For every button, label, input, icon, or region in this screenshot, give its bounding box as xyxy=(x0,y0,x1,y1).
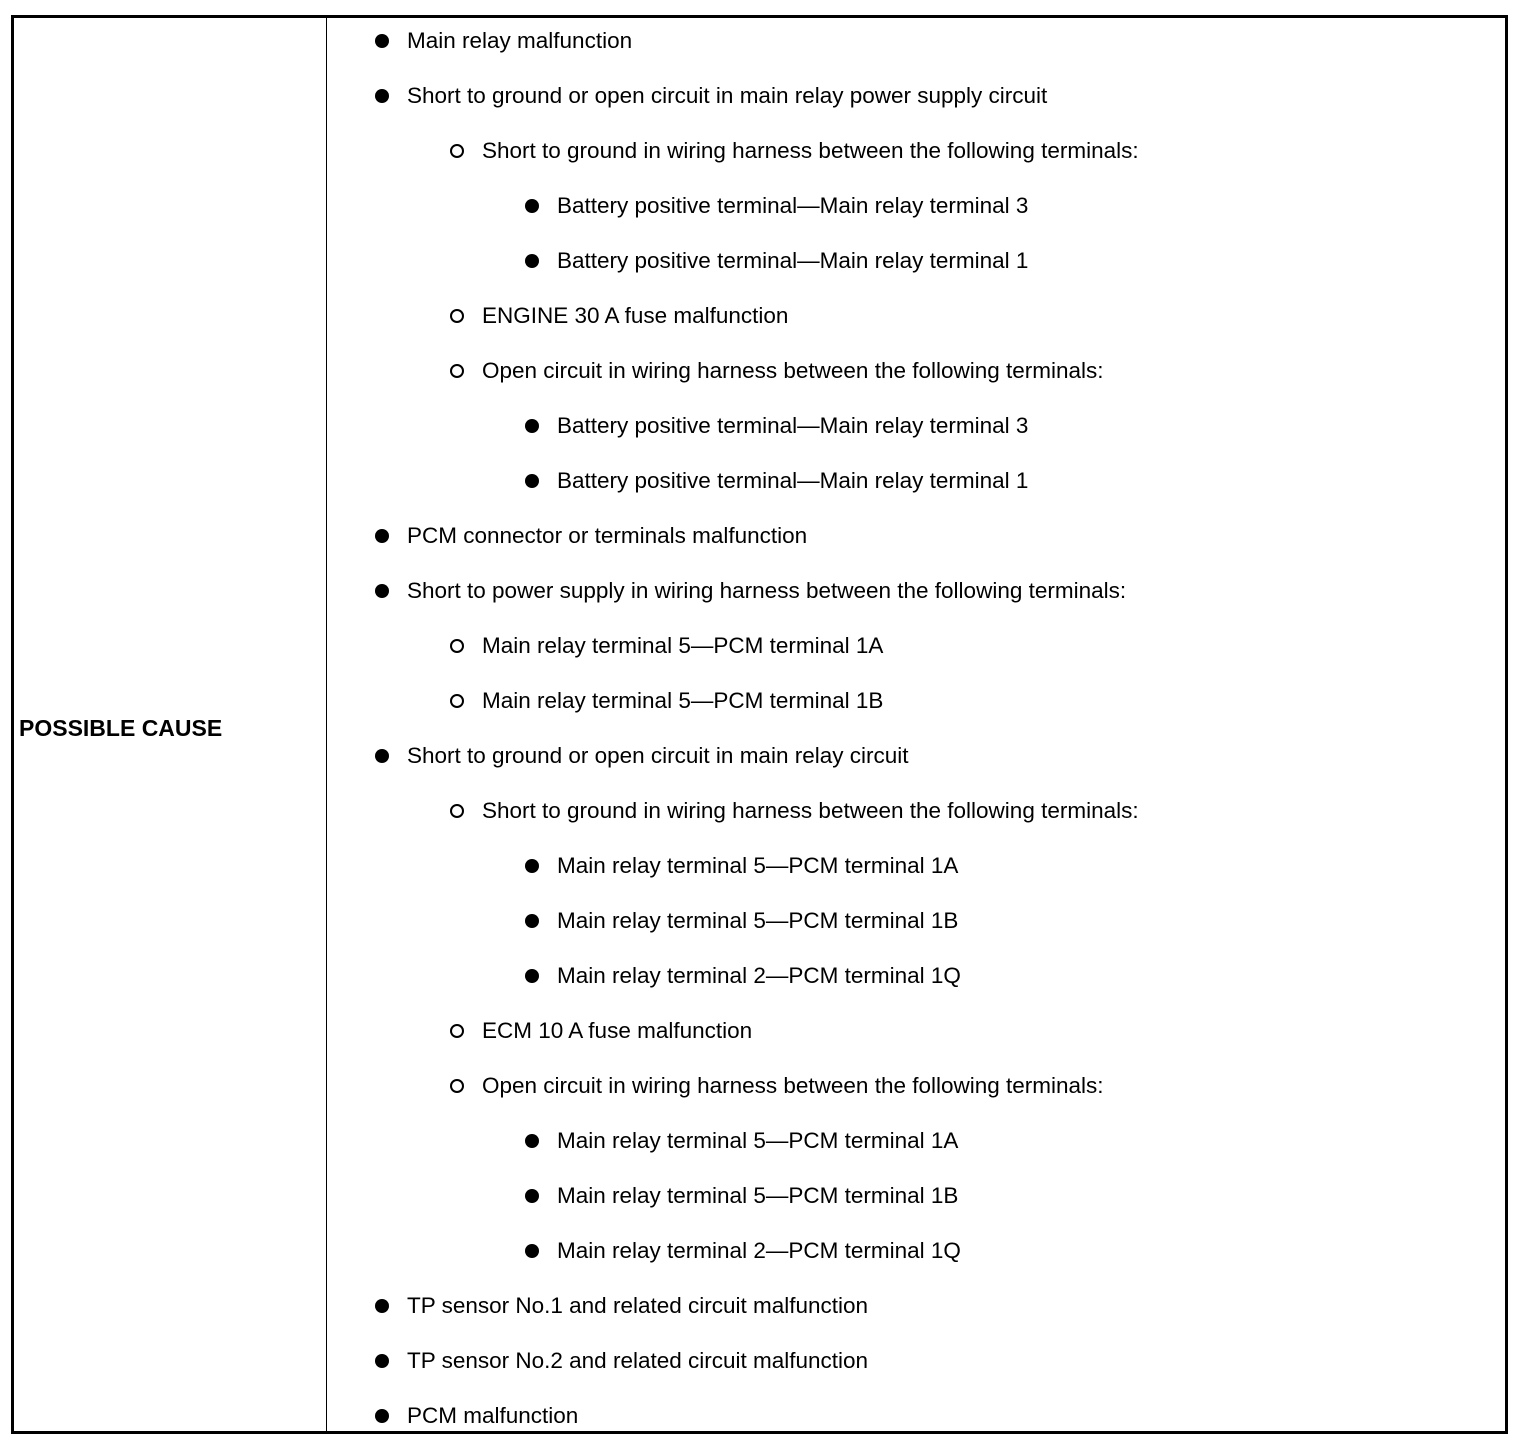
hollow-bullet-icon xyxy=(450,364,464,378)
filled-bullet-icon xyxy=(525,199,539,213)
filled-bullet-icon xyxy=(375,749,389,763)
filled-bullet-icon xyxy=(375,89,389,103)
cause-item-text: Short to ground or open circuit in main relay circuit xyxy=(407,743,909,768)
filled-bullet-icon xyxy=(525,254,539,268)
filled-bullet-icon xyxy=(525,419,539,433)
filled-bullet-icon xyxy=(375,584,389,598)
cause-item-text: Short to power supply in wiring harness between the following terminals: xyxy=(407,578,1127,603)
cause-item-text: Main relay terminal 5—PCM terminal 1B xyxy=(557,1183,959,1208)
filled-bullet-icon xyxy=(525,859,539,873)
filled-bullet-icon xyxy=(375,1354,389,1368)
cause-item-text: Main relay terminal 5—PCM terminal 1A xyxy=(557,1128,959,1153)
cause-item-text: ENGINE 30 A fuse malfunction xyxy=(482,303,789,328)
filled-bullet-icon xyxy=(525,1189,539,1203)
cause-item-text: PCM connector or terminals malfunction xyxy=(407,523,808,548)
label-cell xyxy=(14,18,327,1431)
cause-item-text: Main relay terminal 5—PCM terminal 1A xyxy=(557,853,959,878)
cause-item-text: Main relay terminal 5—PCM terminal 1A xyxy=(482,633,884,658)
cause-item-text: Battery positive terminal—Main relay terminal 3 xyxy=(557,413,1029,438)
cause-item-text: Main relay terminal 5—PCM terminal 1B xyxy=(482,688,884,713)
cause-list xyxy=(328,18,1505,1431)
cause-item-text: Open circuit in wiring harness between the following terminals: xyxy=(482,1073,1104,1098)
cause-item-text: TP sensor No.1 and related circuit malfunction xyxy=(407,1293,869,1318)
cause-item-text: Battery positive terminal—Main relay terminal 3 xyxy=(557,193,1029,218)
hollow-bullet-icon xyxy=(450,309,464,323)
filled-bullet-icon xyxy=(525,474,539,488)
cause-item-text: Battery positive terminal—Main relay terminal 1 xyxy=(557,468,1029,493)
cause-item-text: Main relay terminal 2—PCM terminal 1Q xyxy=(557,1238,961,1263)
hollow-bullet-icon xyxy=(450,144,464,158)
cause-item-text: Battery positive terminal—Main relay terminal 1 xyxy=(557,248,1029,273)
cause-item-text: ECM 10 A fuse malfunction xyxy=(482,1018,753,1043)
filled-bullet-icon xyxy=(375,529,389,543)
filled-bullet-icon xyxy=(375,1409,389,1423)
cause-item-text: Short to ground in wiring harness between the following terminals: xyxy=(482,138,1139,163)
possible-cause-table xyxy=(11,15,1508,1434)
possible-cause-label: POSSIBLE CAUSE xyxy=(19,715,223,741)
hollow-bullet-icon xyxy=(450,1079,464,1093)
filled-bullet-icon xyxy=(525,969,539,983)
filled-bullet-icon xyxy=(375,1299,389,1313)
cause-item-text: Short to ground in wiring harness between the following terminals: xyxy=(482,798,1139,823)
hollow-bullet-icon xyxy=(450,804,464,818)
filled-bullet-icon xyxy=(525,1244,539,1258)
hollow-bullet-icon xyxy=(450,1024,464,1038)
filled-bullet-icon xyxy=(525,1134,539,1148)
hollow-bullet-icon xyxy=(450,639,464,653)
cause-item-text: PCM malfunction xyxy=(407,1403,579,1428)
cause-item-text: Main relay terminal 5—PCM terminal 1B xyxy=(557,908,959,933)
cause-item-text: Main relay malfunction xyxy=(407,28,633,53)
filled-bullet-icon xyxy=(375,34,389,48)
filled-bullet-icon xyxy=(525,914,539,928)
hollow-bullet-icon xyxy=(450,694,464,708)
cause-item-text: Short to ground or open circuit in main relay power supply circuit xyxy=(407,83,1048,108)
cause-item-text: TP sensor No.2 and related circuit malfunction xyxy=(407,1348,869,1373)
cause-item-text: Main relay terminal 2—PCM terminal 1Q xyxy=(557,963,961,988)
cause-item-text: Open circuit in wiring harness between the following terminals: xyxy=(482,358,1104,383)
